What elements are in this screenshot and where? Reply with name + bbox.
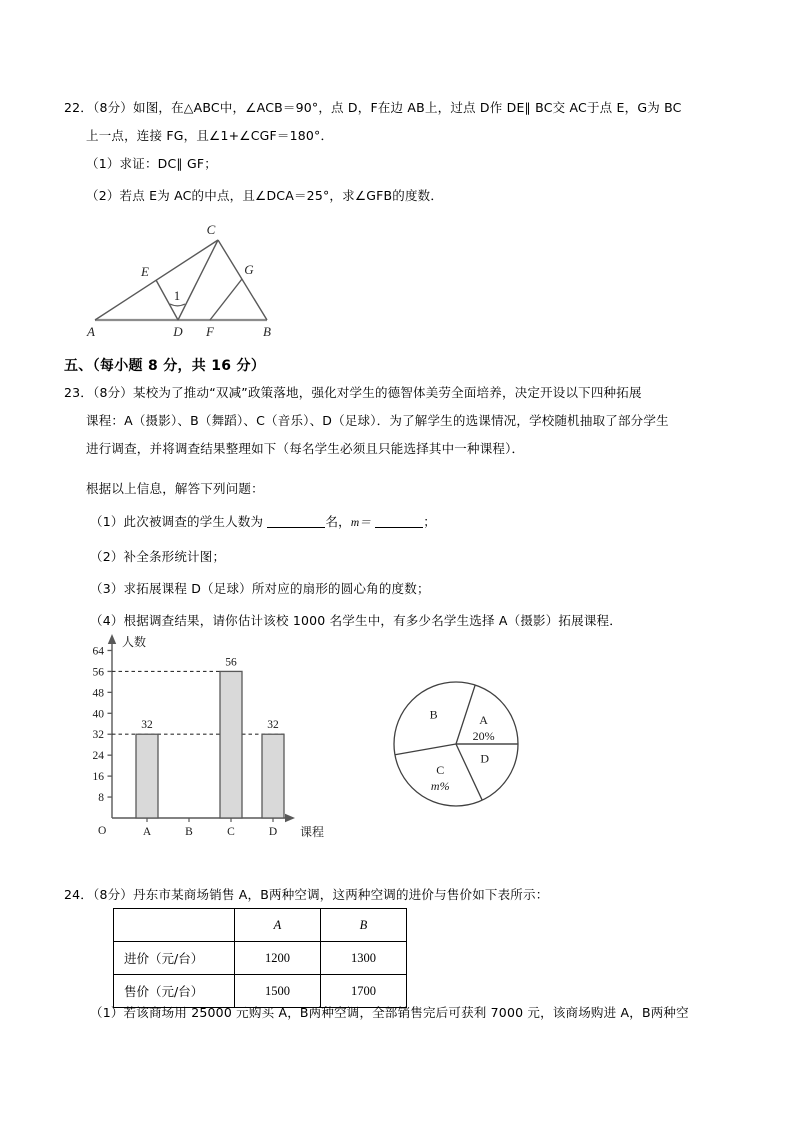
bar-value-label-C: 56 (225, 656, 237, 669)
vertex-label-g: G (244, 262, 254, 277)
q23-sub1-suffix: ； (423, 514, 436, 529)
table-row-label-price: 售价（元/台） (114, 975, 235, 1008)
bar-x-tick-C: C (227, 826, 235, 838)
table-row (114, 942, 407, 975)
q22-line-1: 22．（8分）如图，在△ABC中，∠ACB＝90°，点 D，F在边 AB上，过点 D作 DE∥ BC交 AC于点 E，G为 BC (64, 100, 682, 115)
bar-value-label-D: 32 (267, 719, 279, 732)
bar-A (136, 734, 158, 818)
q23-sub1-m-label: m＝ (350, 517, 372, 529)
vertex-label-d: D (173, 324, 183, 338)
pie-slice-label-C: C (436, 763, 445, 778)
table-cell-cost-a: 1200 (235, 942, 321, 975)
q23-sub-1 (90, 514, 436, 531)
bar-origin-label: O (98, 825, 107, 837)
q22-geometry-figure (70, 218, 300, 338)
table-cell-cost-b: 1300 (321, 942, 407, 975)
pie-slice-value-A: 20% (472, 728, 495, 743)
q23-blank-count[interactable] (267, 515, 325, 528)
pie-slice-label-B: B (429, 707, 438, 722)
pie-slice-label-A: A (479, 712, 488, 727)
q22-line-3: （1）求证：DC∥ GF； (86, 156, 218, 171)
bar-y-tick-64: 64 (92, 645, 104, 658)
bar-y-tick-24: 24 (92, 750, 104, 763)
vertex-label-f: F (206, 324, 214, 338)
bar-y-tick-40: 40 (92, 708, 104, 721)
vertex-label-c: C (206, 222, 216, 237)
bar-y-tick-56: 56 (92, 666, 104, 679)
q23-sub1-prefix: （1）此次被调查的学生人数为 (90, 514, 264, 529)
pie-slice-value-C: m% (430, 779, 450, 794)
q23-line-3: 进行调查，并将调查结果整理如下（每名学生必须且只能选择其中一种课程）． (86, 441, 525, 456)
q22-line-2: 上一点，连接 FG，且∠1+∠CGF＝180°． (86, 128, 334, 143)
table-col-header-b: B (321, 909, 407, 942)
q23-line-2: 课程：A（摄影）、B（舞蹈）、C（音乐）、D（足球）．为了解学生的选课情况，学校随机抽取了部分学生 (86, 413, 669, 428)
air-conditioner-price-table (113, 908, 407, 1008)
table-row (114, 975, 407, 1008)
students-bar-chart (76, 626, 328, 850)
bar-x-tick-B: B (185, 826, 193, 838)
bar-x-tick-A: A (142, 826, 152, 838)
q23-sub-3: （3）求拓展课程 D（足球）所对应的扇形的圆心角的度数； (90, 581, 430, 596)
table-row-label-cost: 进价（元/台） (114, 942, 235, 975)
vertex-label-b: B (263, 324, 271, 338)
q24-line-1: 24．（8分）丹东市某商场销售 A，B两种空调，这两种空调的进价与售价如下表所示： (64, 887, 549, 902)
bar-D (262, 734, 284, 818)
vertex-label-e: E (141, 264, 149, 279)
vertex-label-a: A (87, 324, 95, 338)
bar-x-tick-D: D (268, 826, 278, 838)
table-header-row (114, 909, 407, 942)
courses-pie-chart (378, 664, 538, 828)
q22-line-4: （2）若点 E为 AC的中点，且∠DCA＝25°，求∠GFB的度数． (86, 188, 444, 203)
bar-value-label-A: 32 (141, 719, 153, 732)
table-col-header-a: A (235, 909, 321, 942)
section-five-heading: 五、（每小题 8 分，共 16 分） (64, 358, 266, 374)
q24-sub-1: （1）若该商场用 25000 元购买 A，B两种空调，全部销售完后可获利 7000 元，该商场购进 A，B两种空 (90, 1005, 689, 1020)
bar-y-tick-48: 48 (92, 687, 104, 700)
angle-1-label: 1 (173, 289, 181, 303)
table-cell-price-b: 1700 (321, 975, 407, 1008)
bar-y-tick-16: 16 (92, 771, 104, 784)
q23-sub-4: （4）根据调查结果，请你估计该校 1000 名学生中，有多少名学生选择 A（摄影）拓展课程． (90, 613, 622, 628)
q23-blank-m[interactable] (375, 515, 423, 528)
q23-sub-2: （2）补全条形统计图； (90, 549, 226, 564)
q23-line-1: 23．（8分）某校为了推动“双减”政策落地，强化对学生的德智体美劳全面培养，决定开设以下四种拓展 (64, 385, 642, 400)
table-corner-cell (114, 909, 235, 942)
bar-y-tick-8: 8 (98, 792, 104, 805)
table-cell-price-a: 1500 (235, 975, 321, 1008)
bar-x-axis-title: 课程 (300, 825, 325, 839)
bar-C (220, 671, 242, 818)
q23-sub1-middle: 名， (325, 514, 351, 529)
pie-slice-label-D: D (480, 751, 490, 766)
q23-line-4: 根据以上信息，解答下列问题： (86, 481, 264, 496)
bar-y-axis-title: 人数 (122, 635, 147, 649)
bar-y-tick-32: 32 (92, 729, 104, 742)
